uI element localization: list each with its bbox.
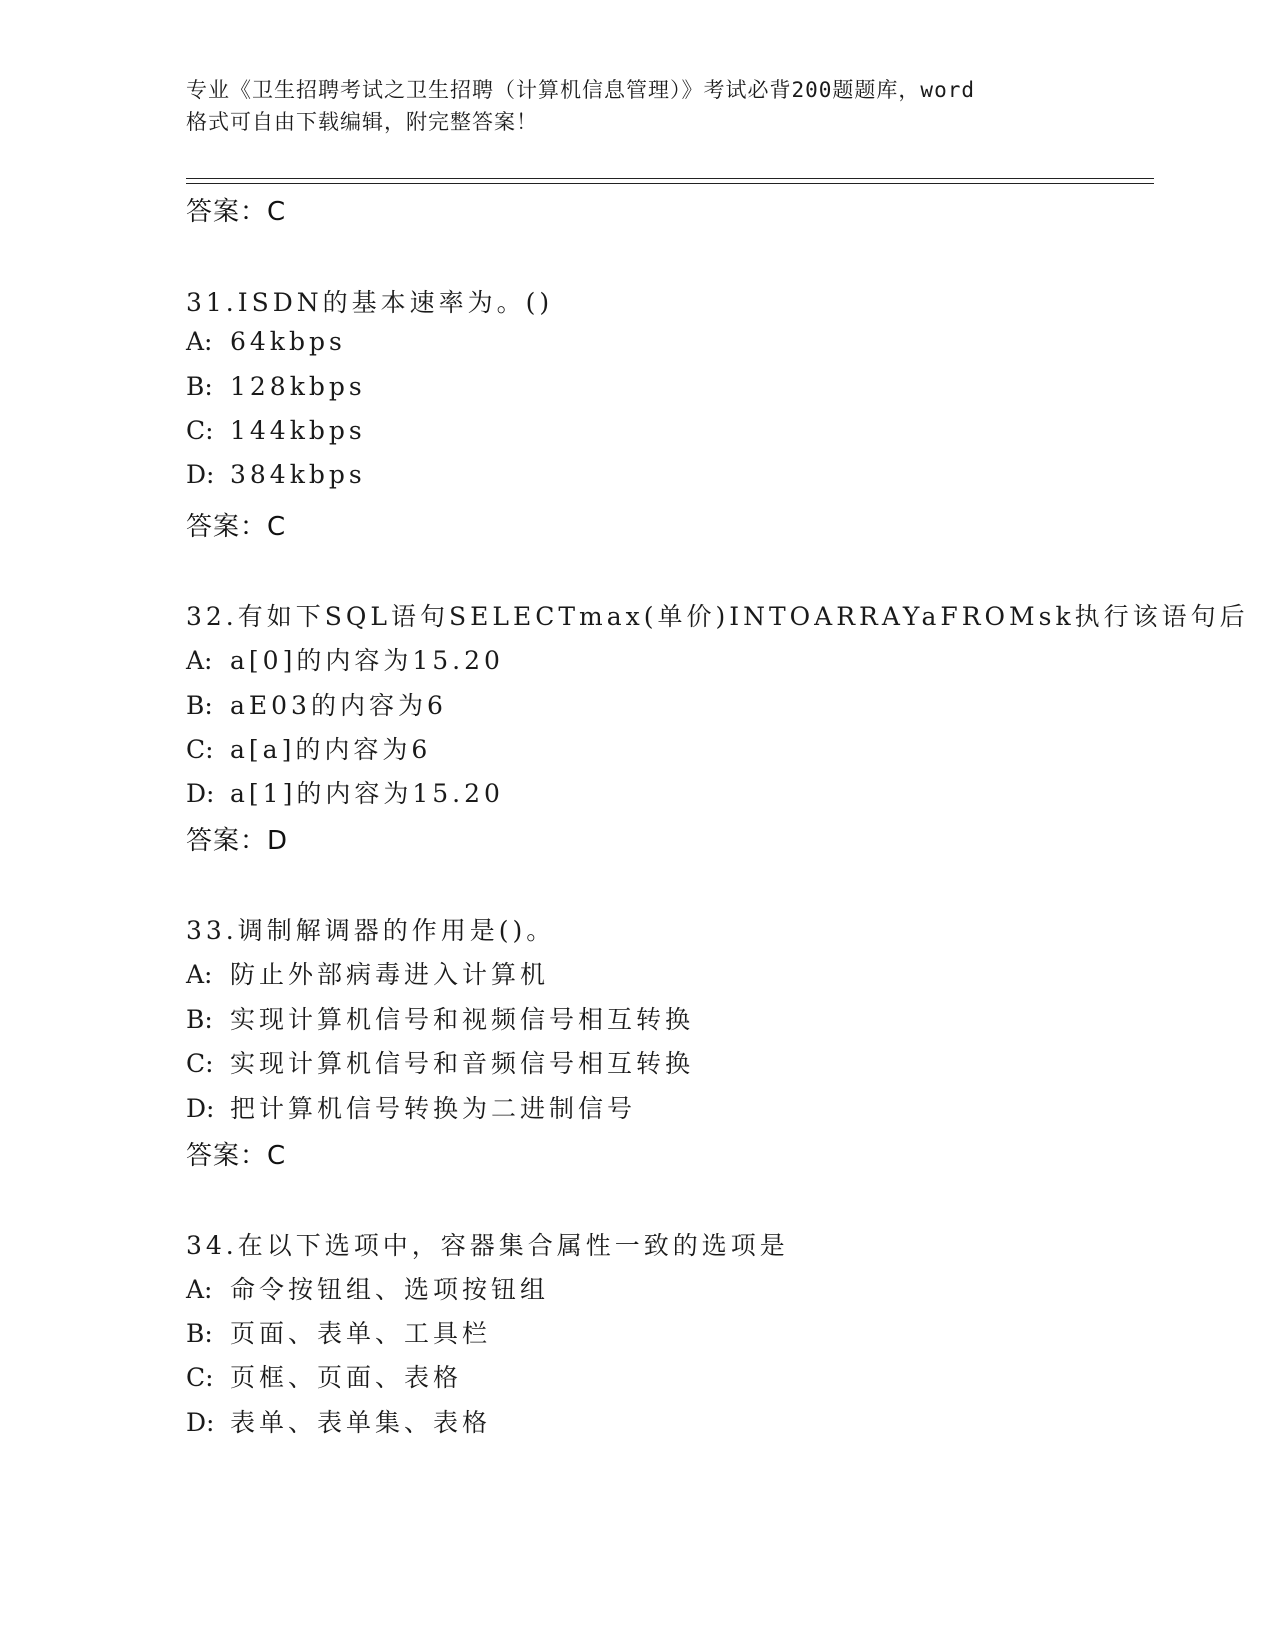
option-a: A: a[0]的内容为15.20 xyxy=(186,646,504,675)
option-d: D: 384kbps xyxy=(186,460,366,489)
option-b: B: 128kbps xyxy=(186,372,366,401)
question-stem: 32.有如下SQL语句SELECTmax(单价)INTOARRAYaFROMsk执行该语句后 xyxy=(186,602,1249,631)
option-c: C: a[a]的内容为6 xyxy=(186,735,432,764)
previous-answer: 答案：C xyxy=(186,197,287,227)
option-b: B: aE03的内容为6 xyxy=(186,691,447,720)
question-stem: 31.ISDN的基本速率为。() xyxy=(186,288,554,317)
option-a: A: 防止外部病毒进入计算机 xyxy=(186,960,550,989)
option-c: C: 实现计算机信号和音频信号相互转换 xyxy=(186,1049,695,1078)
option-b: B: 页面、表单、工具栏 xyxy=(186,1319,492,1348)
question-stem: 33.调制解调器的作用是()。 xyxy=(186,916,556,945)
option-a: A: 64kbps xyxy=(186,327,346,356)
header-rule-top xyxy=(186,178,1154,179)
header-rule-bottom xyxy=(186,183,1154,184)
option-a: A: 命令按钮组、选项按钮组 xyxy=(186,1275,550,1304)
option-d: D: a[1]的内容为15.20 xyxy=(186,779,504,808)
option-d: D: 把计算机信号转换为二进制信号 xyxy=(186,1094,637,1123)
document-header xyxy=(186,74,1096,138)
answer: 答案：D xyxy=(186,826,289,856)
option-b: B: 实现计算机信号和视频信号相互转换 xyxy=(186,1005,695,1034)
answer: 答案：C xyxy=(186,512,287,542)
question-stem: 34.在以下选项中，容器集合属性一致的选项是 xyxy=(186,1231,789,1260)
answer: 答案：C xyxy=(186,1141,287,1171)
option-c: C: 144kbps xyxy=(186,416,366,445)
option-d: D: 表单、表单集、表格 xyxy=(186,1408,492,1437)
header-line-2: 格式可自由下载编辑，附完整答案！ xyxy=(186,110,538,134)
option-c: C: 页框、页面、表格 xyxy=(186,1363,463,1392)
header-line-1: 专业《卫生招聘考试之卫生招聘（计算机信息管理）》考试必背200题题库，word xyxy=(186,78,975,102)
